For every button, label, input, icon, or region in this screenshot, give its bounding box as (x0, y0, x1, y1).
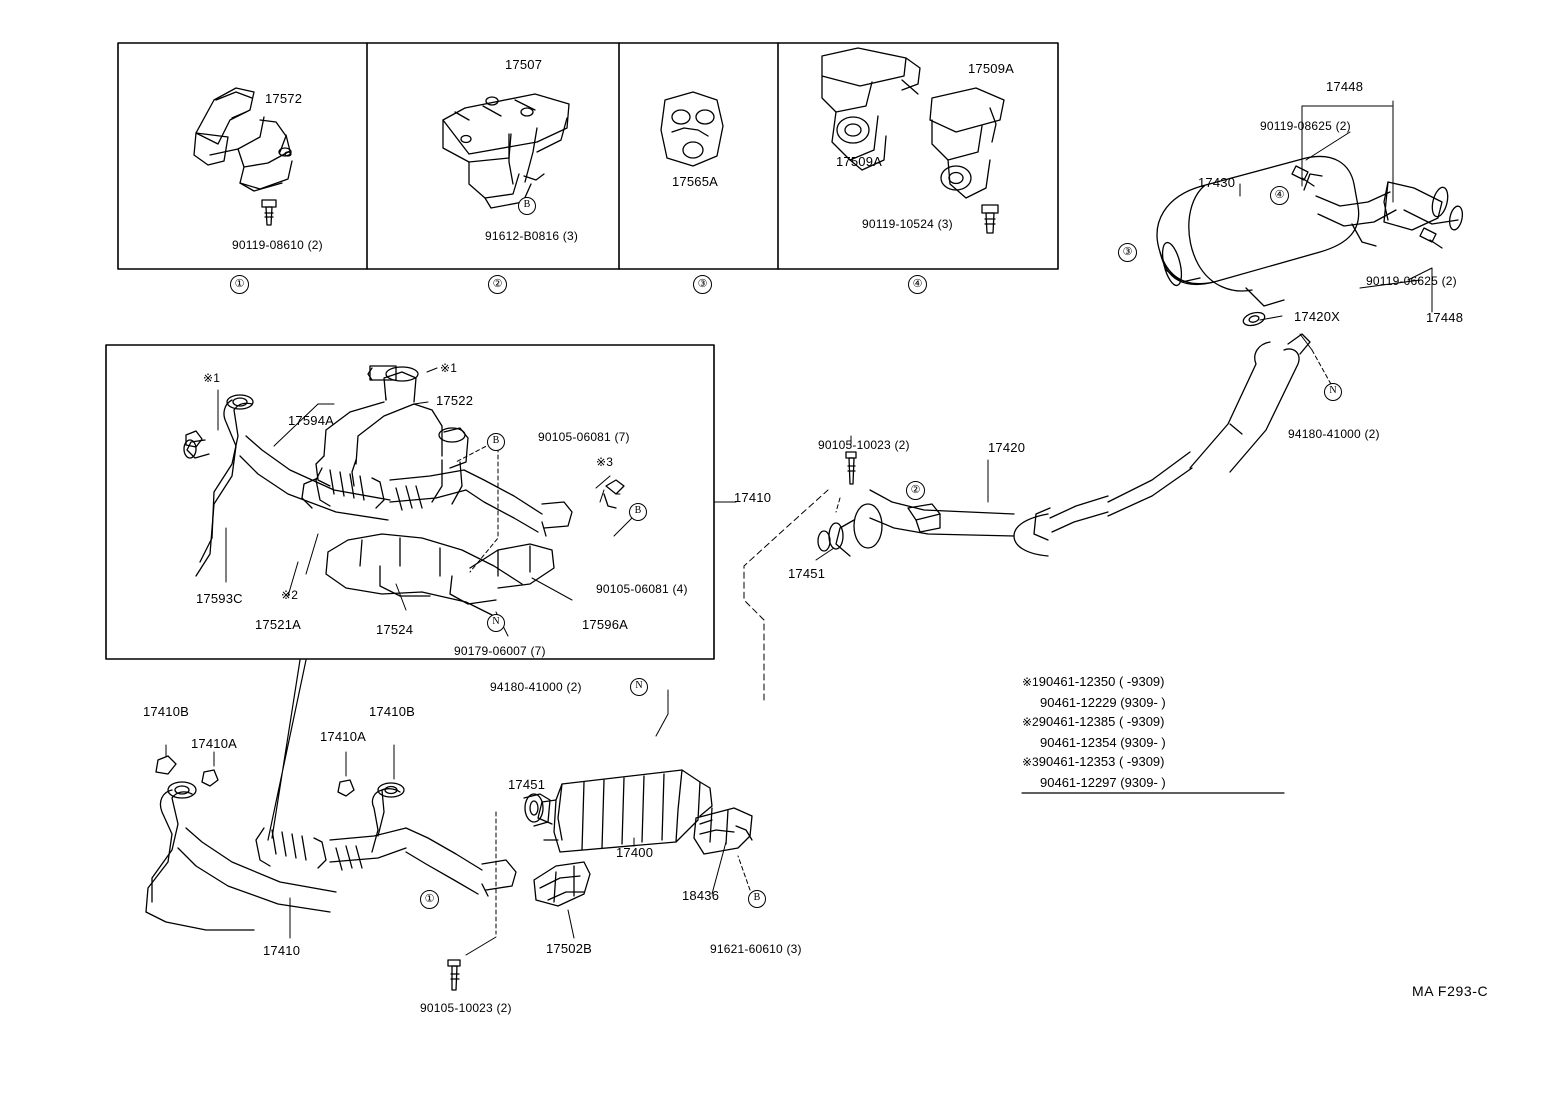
mark-row-2 (1022, 712, 1284, 733)
part-label-17400: 17400 (616, 845, 654, 860)
part-label-17509A-right: 17509A (968, 61, 1015, 76)
sheet-code: MA F293-C (1412, 983, 1489, 999)
mark-row-1 (1022, 693, 1284, 713)
mark-row-4 (1022, 752, 1284, 773)
part-label-17522: 17522 (436, 393, 474, 408)
part-label-17572: 17572 (265, 91, 303, 106)
mark-row-3-part: 90461-12354 (9309- ) (1040, 734, 1166, 750)
panel-index-2: ② (488, 275, 507, 294)
part-label-90105-10023-right: 90105-10023 (2) (818, 438, 910, 452)
mark-row-2-part: 90461-12385 ( -9309) (1038, 714, 1165, 729)
part-label-17593C: 17593C (196, 591, 243, 606)
part-label-17410A-left: 17410A (191, 736, 238, 751)
part-label-17410-box: 17410 (734, 490, 772, 505)
part-label-17448-top: 17448 (1326, 79, 1364, 94)
pipe-index-2: ② (906, 481, 925, 500)
part-label-17509A-left: 17509A (836, 154, 883, 169)
part-label-17451-center: 17451 (508, 777, 546, 792)
mark-label-1-top: ※1 (440, 361, 458, 375)
part-label-17420X: 17420X (1294, 309, 1341, 324)
muffler-index-3: ③ (1118, 243, 1137, 262)
part-label-17521A: 17521A (255, 617, 302, 632)
mark-row-3 (1022, 733, 1284, 753)
bottom-index-1: ① (420, 890, 439, 909)
fastener-marker-b-panel2: B (518, 197, 536, 215)
part-label-17565A: 17565A (672, 174, 719, 189)
part-label-94180-41000-center: 94180-41000 (2) (490, 680, 582, 694)
hanger-marker-n-center: N (630, 678, 648, 696)
part-label-91621-60610: 91621-60610 (3) (710, 942, 802, 956)
fastener-marker-b-bottom: B (748, 890, 766, 908)
mark-row-0 (1022, 672, 1284, 693)
part-label-17410B-left: 17410B (143, 704, 190, 719)
part-label-17594A: 17594A (288, 413, 335, 428)
part-label-90119-08625: 90119-08625 (2) (1260, 119, 1351, 133)
part-label-17420: 17420 (988, 440, 1026, 455)
part-label-94180-41000-right: 94180-41000 (2) (1288, 427, 1380, 441)
mark-label-1-left: ※1 (203, 371, 221, 385)
mark-row-1-part: 90461-12229 (9309- ) (1040, 694, 1166, 710)
mark-row-5-part: 90461-12297 (9309- ) (1040, 774, 1166, 790)
part-label-90179-06007: 90179-06007 (7) (454, 644, 546, 658)
part-label-17448-bottom: 17448 (1426, 310, 1464, 325)
part-label-17410-bottom: 17410 (263, 943, 301, 958)
part-label-17502B: 17502B (546, 941, 593, 956)
mark-row-4-part: 90461-12353 ( -9309) (1038, 754, 1165, 769)
part-label-90119-06625: 90119-06625 (2) (1366, 274, 1457, 288)
mark-row-2-mark: ※2 (1022, 715, 1039, 729)
part-label-91612-B0816: 91612-B0816 (3) (485, 229, 579, 243)
panel-index-1: ① (230, 275, 249, 294)
fastener-marker-b-box-bottom: B (629, 503, 647, 521)
part-label-90119-10524: 90119-10524 (3) (862, 217, 953, 231)
muffler-index-4: ④ (1270, 186, 1289, 205)
fastener-marker-b-box-top: B (487, 433, 505, 451)
hanger-marker-n-box: N (487, 614, 505, 632)
hanger-marker-n-right: N (1324, 383, 1342, 401)
part-label-90105-10023-bottom: 90105-10023 (2) (420, 1001, 512, 1015)
part-label-90105-06081-7: 90105-06081 (7) (538, 430, 630, 444)
panel-index-4: ④ (908, 275, 927, 294)
part-label-18436: 18436 (682, 888, 720, 903)
mark-row-0-part: 90461-12350 ( -9309) (1038, 674, 1165, 689)
mark-label-3: ※3 (596, 455, 614, 469)
mark-reference-table (1022, 672, 1284, 792)
mark-row-5 (1022, 773, 1284, 793)
part-label-17507: 17507 (505, 57, 543, 72)
part-label-17410B-right: 17410B (369, 704, 416, 719)
panel-index-3: ③ (693, 275, 712, 294)
mark-row-4-mark: ※3 (1022, 755, 1039, 769)
part-label-90105-06081-4: 90105-06081 (4) (596, 582, 688, 596)
part-label-17430: 17430 (1198, 175, 1236, 190)
part-label-17410A-right: 17410A (320, 729, 367, 744)
part-label-90119-08610: 90119-08610 (2) (232, 238, 323, 252)
mark-row-0-mark: ※1 (1022, 675, 1039, 689)
mark-label-2: ※2 (281, 588, 299, 602)
part-label-17524: 17524 (376, 622, 414, 637)
part-label-17596A: 17596A (582, 617, 629, 632)
part-label-17451-right: 17451 (788, 566, 826, 581)
